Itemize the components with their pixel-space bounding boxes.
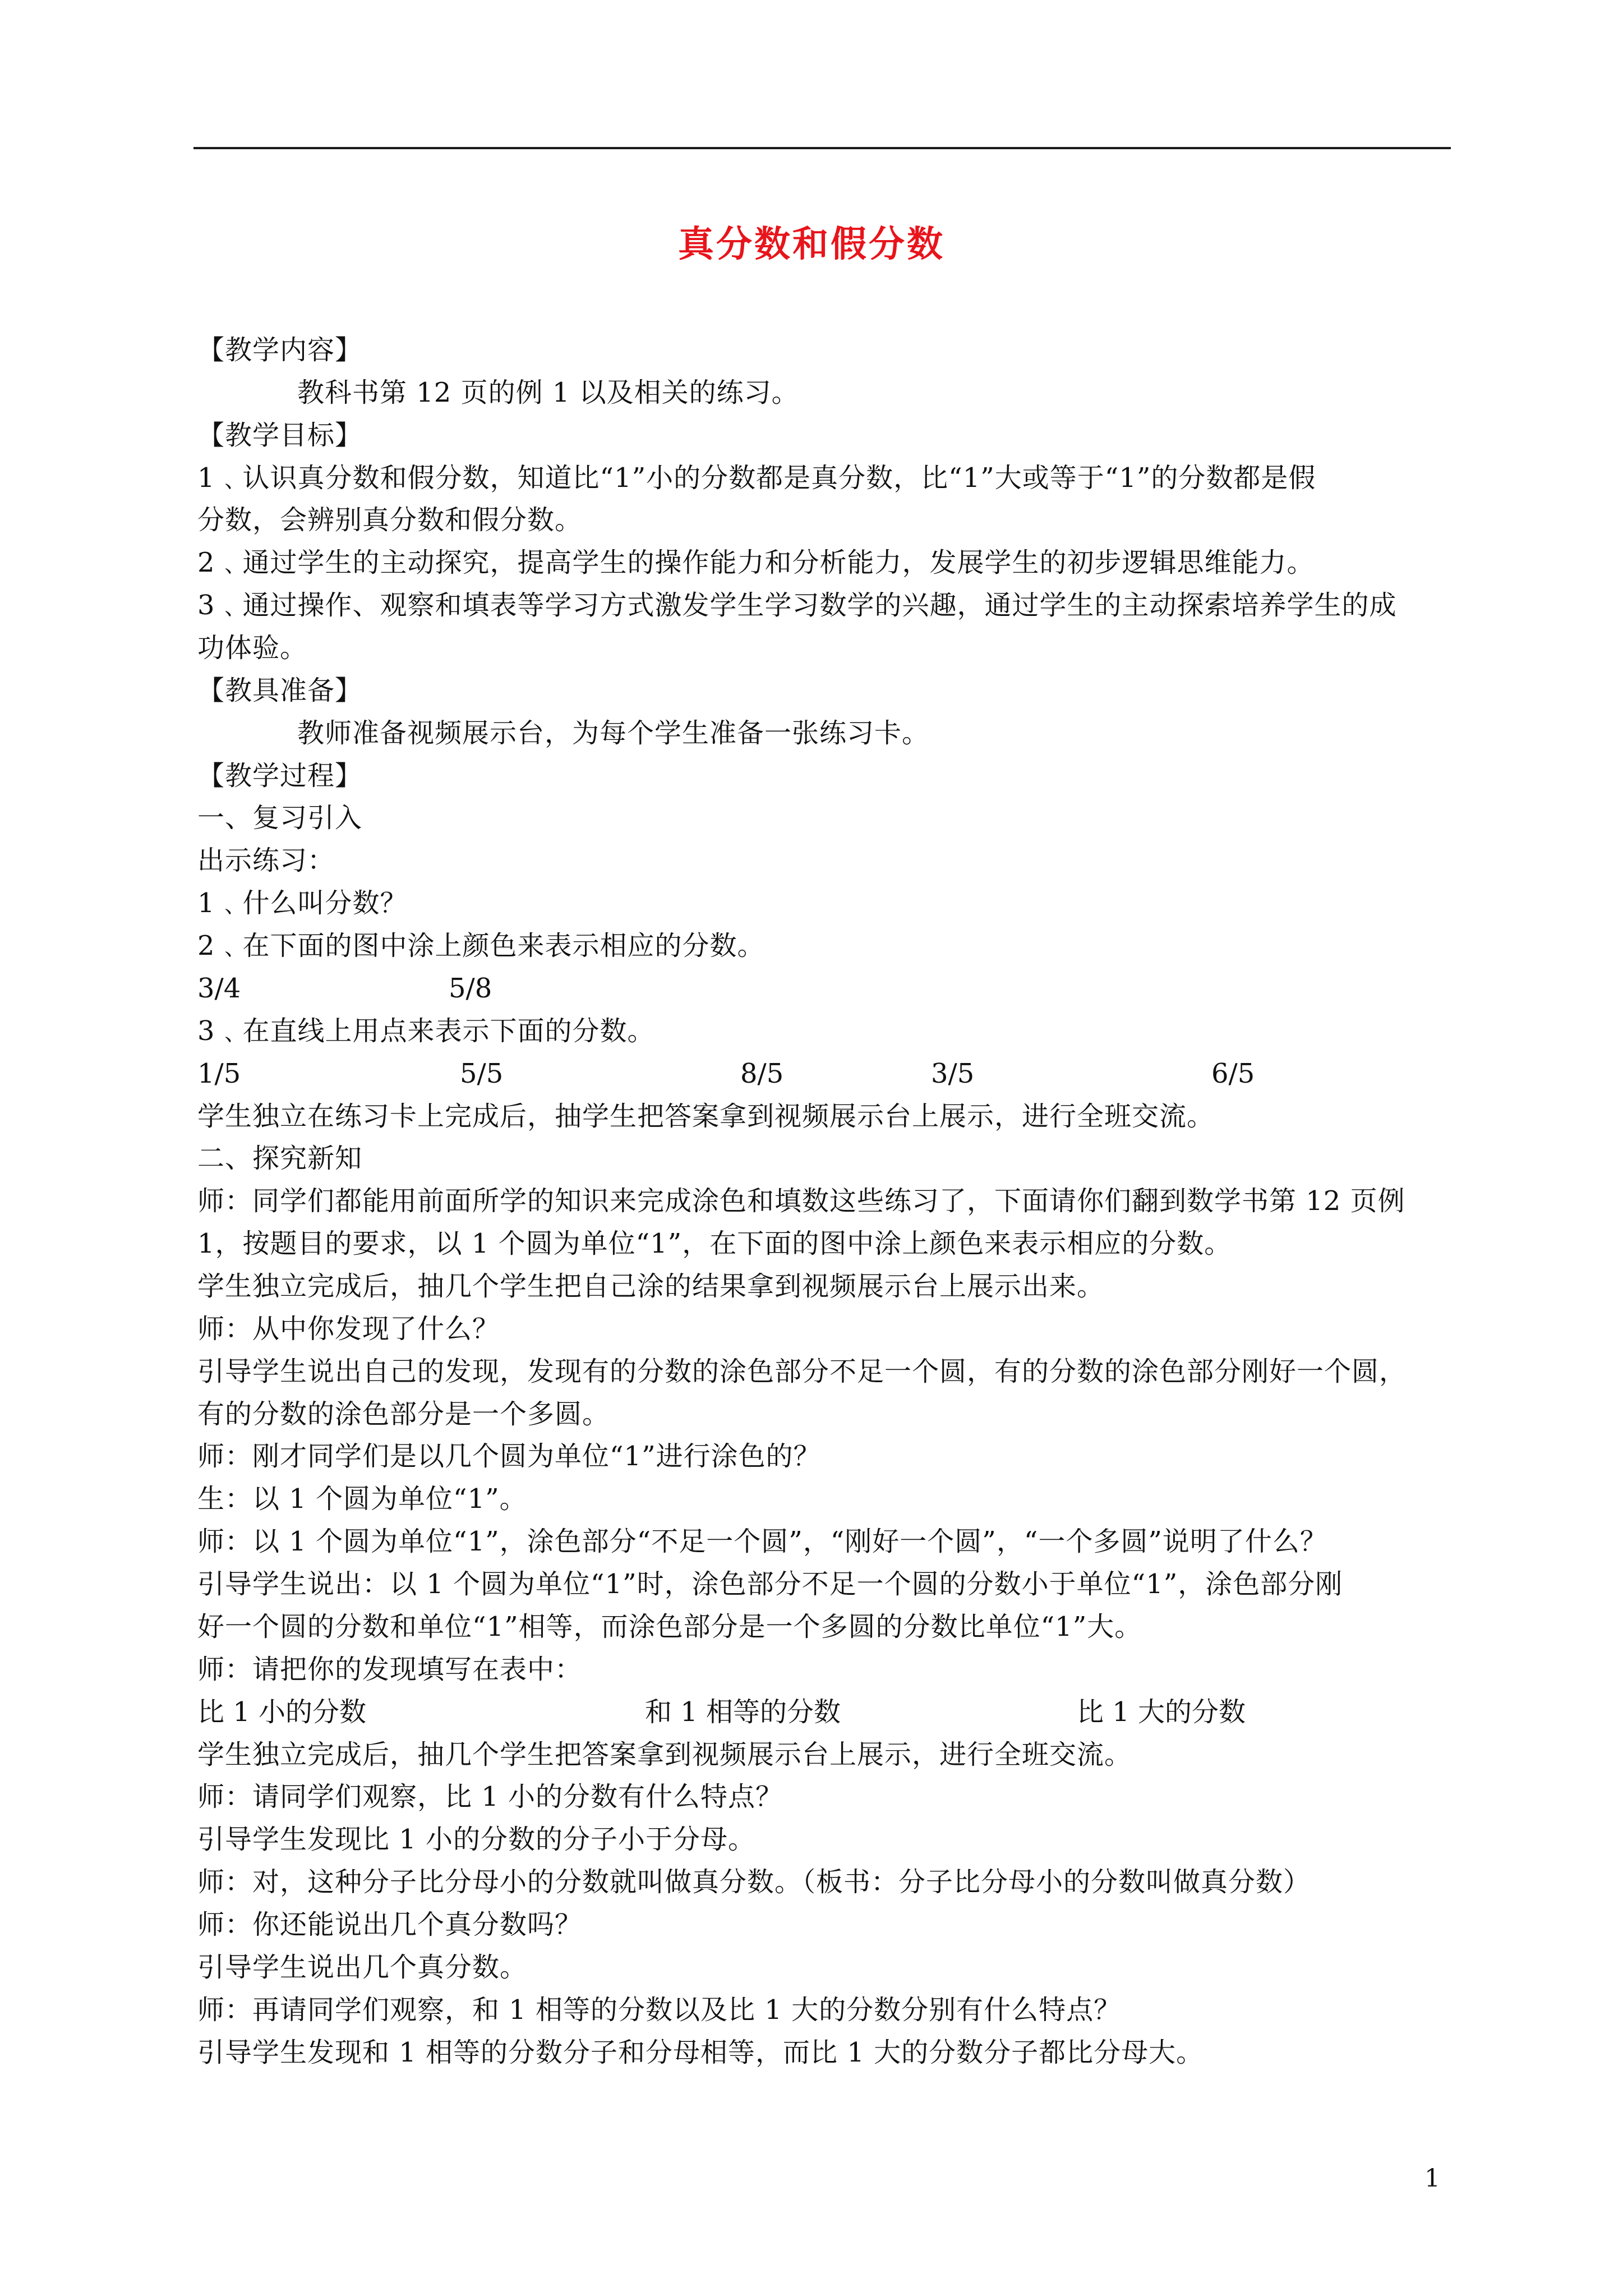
table-header-less-than-one: 比 1 小的分数 (197, 1696, 367, 1728)
paragraph: 出示练习： (197, 845, 335, 876)
fraction: 6/5 (1211, 1058, 1255, 1089)
paragraph: 师：对，这种分子比分母小的分数就叫做真分数。（板书：分子比分母小的分数叫做真分数） (197, 1866, 1311, 1898)
paragraph: 学生独立在练习卡上完成后，抽学生把答案拿到视频展示台上展示，进行全班交流。 (197, 1101, 1215, 1132)
paragraph: 师：你还能说出几个真分数吗？ (197, 1909, 583, 1940)
paragraph: 师：同学们都能用前面所学的知识来完成涂色和填数这些练习了，下面请你们翻到数学书第 12 页例 (197, 1185, 1405, 1217)
paragraph: 学生独立完成后，抽几个学生把自己涂的结果拿到视频展示台上展示出来。 (197, 1271, 1105, 1302)
paragraph: 教师准备视频展示台，为每个学生准备一张练习卡。 (297, 717, 930, 749)
paragraph: 引导学生说出自己的发现，发现有的分数的涂色部分不足一个圆，有的分数的涂色部分刚好一个圆， (197, 1356, 1407, 1387)
paragraph: 2﹑在下面的图中涂上颜色来表示相应的分数。 (197, 930, 765, 961)
paragraph: 引导学生说出：以 1 个圆为单位“1”时，涂色部分不足一个圆的分数小于单位“1”，涂色部分刚 (197, 1568, 1343, 1600)
fraction: 3/5 (931, 1058, 975, 1089)
paragraph: 生：以 1 个圆为单位“1”。 (197, 1483, 527, 1515)
paragraph: 1，按题目的要求，以 1 个圆为单位“1”，在下面的图中涂上颜色来表示相应的分数。 (197, 1228, 1232, 1259)
paragraph: 引导学生发现和 1 相等的分数分子和分母相等，而比 1 大的分数分子都比分母大。 (197, 2037, 1204, 2068)
paragraph: 1﹑什么叫分数？ (197, 887, 408, 919)
paragraph: 好一个圆的分数和单位“1”相等，而涂色部分是一个多圆的分数比单位“1”大。 (197, 1611, 1142, 1642)
fraction: 1/5 (197, 1058, 241, 1089)
subheading: 一、复习引入 (197, 802, 363, 834)
paragraph: 有的分数的涂色部分是一个多圆。 (197, 1398, 610, 1430)
fraction: 5/8 (449, 973, 492, 1004)
paragraph: 功体验。 (197, 632, 308, 664)
fraction: 5/5 (460, 1058, 504, 1089)
paragraph: 师：请同学们观察，比 1 小的分数有什么特点？ (197, 1781, 783, 1812)
paragraph: 师：从中你发现了什么？ (197, 1313, 500, 1345)
section-heading-tools: 【教具准备】 (197, 675, 363, 706)
paragraph: 师：再请同学们观察，和 1 相等的分数以及比 1 大的分数分别有什么特点？ (197, 1994, 1122, 2026)
header-rule (193, 147, 1451, 149)
paragraph: 3﹑在直线上用点来表示下面的分数。 (197, 1015, 655, 1047)
table-header-equal-to-one: 和 1 相等的分数 (645, 1696, 841, 1728)
paragraph: 分数，会辨别真分数和假分数。 (197, 504, 583, 536)
paragraph: 引导学生说出几个真分数。 (197, 1952, 528, 1983)
page-number: 1 (1424, 2164, 1440, 2193)
paragraph: 教科书第 12 页的例 1 以及相关的练习。 (297, 377, 799, 408)
fraction: 3/4 (197, 973, 241, 1004)
table-header-greater-than-one: 比 1 大的分数 (1077, 1696, 1246, 1728)
page-title: 真分数和假分数 (678, 223, 945, 265)
paragraph: 2﹑通过学生的主动探究，提高学生的操作能力和分析能力，发展学生的初步逻辑思维能力。 (197, 547, 1315, 578)
paragraph: 师：请把你的发现填写在表中： (197, 1654, 583, 1685)
paragraph: 引导学生发现比 1 小的分数的分子小于分母。 (197, 1824, 756, 1855)
subheading: 二、探究新知 (197, 1143, 363, 1174)
section-heading-goals: 【教学目标】 (197, 420, 363, 451)
paragraph: 3﹑通过操作、观察和填表等学习方式激发学生学习数学的兴趣，通过学生的主动探索培养学生的成 (197, 590, 1397, 621)
section-heading-content: 【教学内容】 (197, 334, 363, 366)
paragraph: 学生独立完成后，抽几个学生把答案拿到视频展示台上展示，进行全班交流。 (197, 1739, 1132, 1770)
paragraph: 师：刚才同学们是以几个圆为单位“1”进行涂色的？ (197, 1441, 821, 1472)
paragraph: 1﹑认识真分数和假分数，知道比“1”小的分数都是真分数，比“1”大或等于“1”的分数都是假 (197, 462, 1316, 494)
fraction: 8/5 (740, 1058, 784, 1089)
paragraph: 师：以 1 个圆为单位“1”，涂色部分“不足一个圆”，“刚好一个圆”，“一个多圆”说明了什么？ (197, 1526, 1327, 1557)
section-heading-process: 【教学过程】 (197, 760, 363, 792)
